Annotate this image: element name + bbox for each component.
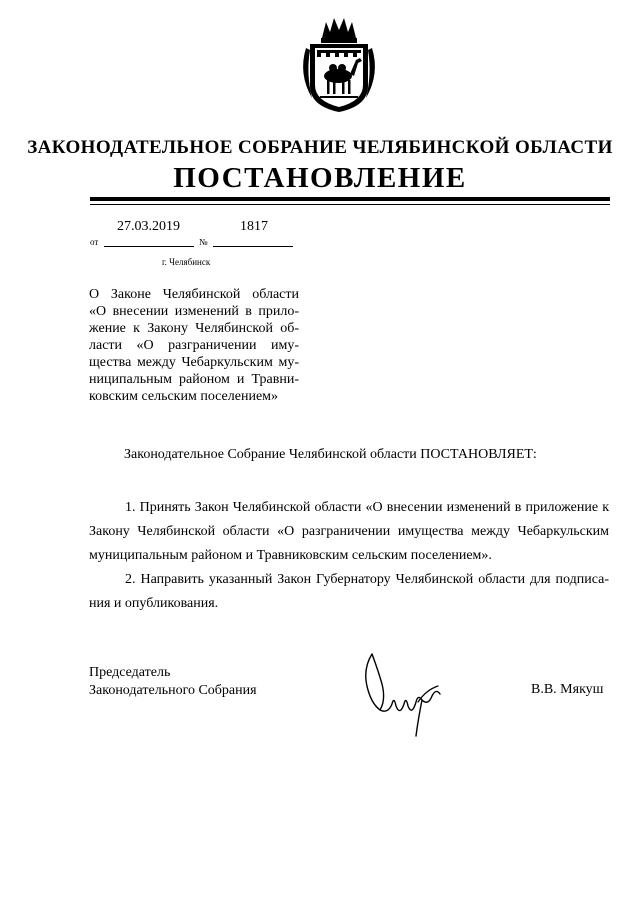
registration-number: 1817	[240, 219, 268, 234]
document-type-title: ПОСТАНОВЛЕНИЕ	[173, 162, 467, 194]
signer-title-line: Председатель	[89, 665, 171, 680]
paragraph-line: 2. Направить указанный Закон Губернатору Челябинской области для подписа-	[125, 572, 609, 587]
signer-name: В.В. Мякуш	[531, 682, 604, 697]
paragraph-2	[89, 568, 609, 616]
header-rule-thick	[90, 197, 610, 201]
city-label: г. Челябинск	[162, 257, 211, 267]
paragraph-line: муниципальным районом и Травниковским сельским поселением».	[89, 548, 492, 563]
coat-of-arms-icon	[296, 14, 382, 114]
paragraph-line: 1. Принять Закон Челябинской области «О внесении изменений в приложение к	[125, 500, 609, 515]
subject-line: щества между Чебаркульским му-	[89, 355, 299, 370]
subject-line: ласти «О разграничении иму-	[89, 338, 299, 353]
paragraph-line: ния и опубликования.	[89, 596, 219, 611]
from-label: от	[90, 237, 99, 247]
paragraph-1	[89, 496, 609, 568]
header-rule-thin	[90, 204, 610, 205]
subject-line: жение к Закону Челябинской об-	[89, 321, 299, 336]
subject-line: ковским сельским поселением»	[89, 389, 279, 404]
subject-line: «О внесении изменений в прило-	[89, 304, 299, 319]
number-label: №	[199, 237, 208, 247]
subject-line: О Законе Челябинской области	[89, 287, 299, 302]
subject-block	[89, 286, 299, 405]
preamble: Законодательное Собрание Челябинской области ПОСТАНОВЛЯЕТ:	[124, 447, 537, 462]
subject-line: ниципальным районом и Травни-	[89, 372, 299, 387]
paragraph-line: Закону Челябинской области «О разграничении имущества между Чебаркульским	[89, 524, 609, 539]
date-underline	[104, 246, 194, 247]
number-underline	[213, 246, 293, 247]
signer-title	[89, 664, 257, 700]
organization-title: ЗАКОНОДАТЕЛЬНОЕ СОБРАНИЕ ЧЕЛЯБИНСКОЙ ОБЛАСТИ	[27, 137, 613, 158]
signer-title-line: Законодательного Собрания	[89, 683, 257, 698]
handwritten-signature-icon	[358, 640, 458, 740]
registration-date: 27.03.2019	[117, 219, 180, 234]
